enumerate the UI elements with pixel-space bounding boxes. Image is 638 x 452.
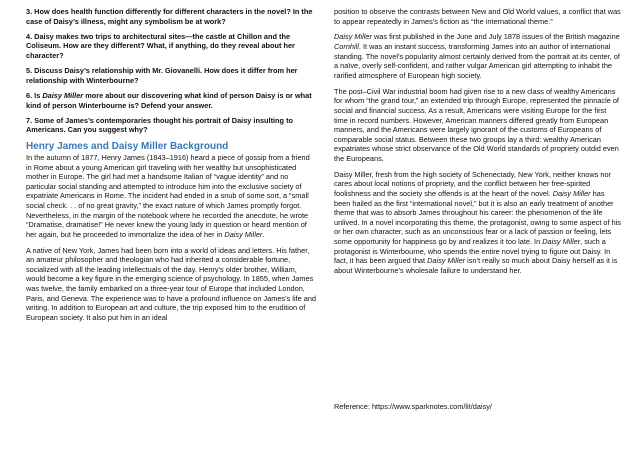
study-question-4 — [26, 32, 316, 61]
study-question-7 — [26, 116, 316, 135]
question-text: 6. Is — [26, 90, 43, 100]
paragraph-text: Daisy Miller, fresh from the high society of Schenectady, New York, neither knows nor cares about local notions of propriety, and the conflict between her free-spirited foolishness and the society she offends is at the heart of the novel. — [334, 169, 612, 198]
paragraph-text: was first published in the June and July 1878 issues of the British magazine — [371, 32, 620, 42]
italic-title: Daisy Miller — [542, 236, 581, 246]
background-paragraph-5: The post–Civil War industrial boom had given rise to a new class of wealthy Americans for whom “the grand tour,” an extended trip through Europe, represented the pinnacle of social and financial success. As a result, Americans were visiting Europe for the first time in record numbers. However, American manners differed greatly from European manners, and the Americans were largely ignorant of the customs of Europeans of comparable social status. Between these two groups lay a third: wealthy American expatriates whose strict observance of the Old World standards of propriety outdid even the Europeans. — [334, 86, 619, 163]
question-text: more about our discovering what kind of person Daisy is or what kind of person Winterbourne is? Defend your answer. — [26, 90, 312, 110]
italic-title: Daisy Miller — [334, 32, 372, 42]
question-text: 3. How does health function differently for different characters in the novel? In the case of Daisy’s illness, might any symbolism be at work? — [26, 7, 313, 26]
italic-magazine: Cornhill — [334, 42, 359, 52]
left-column — [26, 7, 316, 329]
background-paragraph-6 — [334, 170, 622, 276]
study-question-6 — [26, 91, 316, 110]
italic-title: Daisy Miller — [552, 188, 591, 198]
background-paragraph-1 — [26, 153, 316, 239]
background-paragraph-2: A native of New York, James had been born into a world of ideas and letters. His father, an amateur philosopher and theologian who had inherited a considerable fortune, socialized with all the leading intellectuals of the day. Henry’s older brother, William, would become a key figure in the emerging science of psychology. In 1855, when James was twelve, the family embarked on a three-year tour of Europe that included London, Paris, and Geneva. The experience was to have a profound influence on James’s life and writing. In addition to European art and culture, the trip exposed him to the erudition of European society. It also put him in an ideal — [26, 245, 316, 322]
section-heading: Henry James and Daisy Miller Background — [26, 140, 229, 152]
question-text: 4. Daisy makes two trips to architectural sites—the castle at Chillon and the Coliseum. How are they different? What, if anything, do they reveal about her character? — [26, 31, 295, 60]
paragraph-text: In the autumn of 1877, Henry James (1843–1916) heard a piece of gossip from a friend in Rome about a young American girl traveling with her wealthy but unsophisticated mother in Europe. The girl had met a handsome Italian of “vague identity” and no particular social standing and attempted to introduce him into the exclusive society of expatriate Americans in Rome. The incident had ended in a snub of some sort, a “small social check. . . of no great gravity,” the exact nature of which James promptly forgot. Nevertheless, in the margin of the notebook where he recorded the anecdote, he wrote “Dramatise, dramatise!” He never knew the young lady in question or heard mention of her again, but he proceeded to immortalize the idea of her in — [26, 153, 310, 239]
question-text: 5. Discuss Daisy’s relationship with Mr. Giovanelli. How does it differ from her relationship with Winterbourne? — [26, 66, 298, 85]
paragraph-text: has been hailed as the first “international novel,” but it is also an early treatment of another theme that was to absorb James throughout his career: the phenomenon of the life unlived. In a novel incorporating this theme, the protagonist, owing to some aspect of his or her own character, such as an unconscious fear or a lack of passion or feeling, lets some opportunity for happiness go by and realizes it too late. In — [334, 188, 621, 246]
question-text: 7. Some of James’s contemporaries thought his portrait of Daisy insulting to Americans. Can you suggest why? — [26, 115, 293, 135]
right-column — [334, 7, 622, 282]
study-question-3 — [26, 7, 316, 26]
background-paragraph-4 — [334, 32, 622, 80]
italic-title: Daisy Miller — [224, 229, 263, 239]
paragraph-text: . It was an instant success, transforming James into an author of international standing. The novel’s popularity almost certainly derived from the portrait at its center, of a naïve, overly self-confident, and rather vulgar American girl attempting to inhabit the rarified atmosphere of European high society. — [334, 42, 620, 80]
italic-title: Daisy Miller — [427, 256, 466, 266]
paragraph-text: isn’t really so much about Daisy herself as it is about Winterbourne’s wholesale failure to understand her. — [334, 256, 618, 275]
study-question-5 — [26, 66, 316, 85]
background-paragraph-3: position to observe the contrasts between New and Old World values, a conflict that was to appear repeatedly in James’s fiction as “the international theme.” — [334, 7, 621, 26]
reference-line: Reference: https://www.sparknotes.com/lit/daisy/ — [334, 402, 492, 411]
paragraph-text: . — [262, 229, 265, 239]
paragraph-text: , such a protagonist is Winterbourne, who spends the entire novel trying to figure out Daisy. In fact, it has been argued that — [334, 236, 611, 266]
question-title-italic: Daisy Miller — [42, 90, 84, 100]
